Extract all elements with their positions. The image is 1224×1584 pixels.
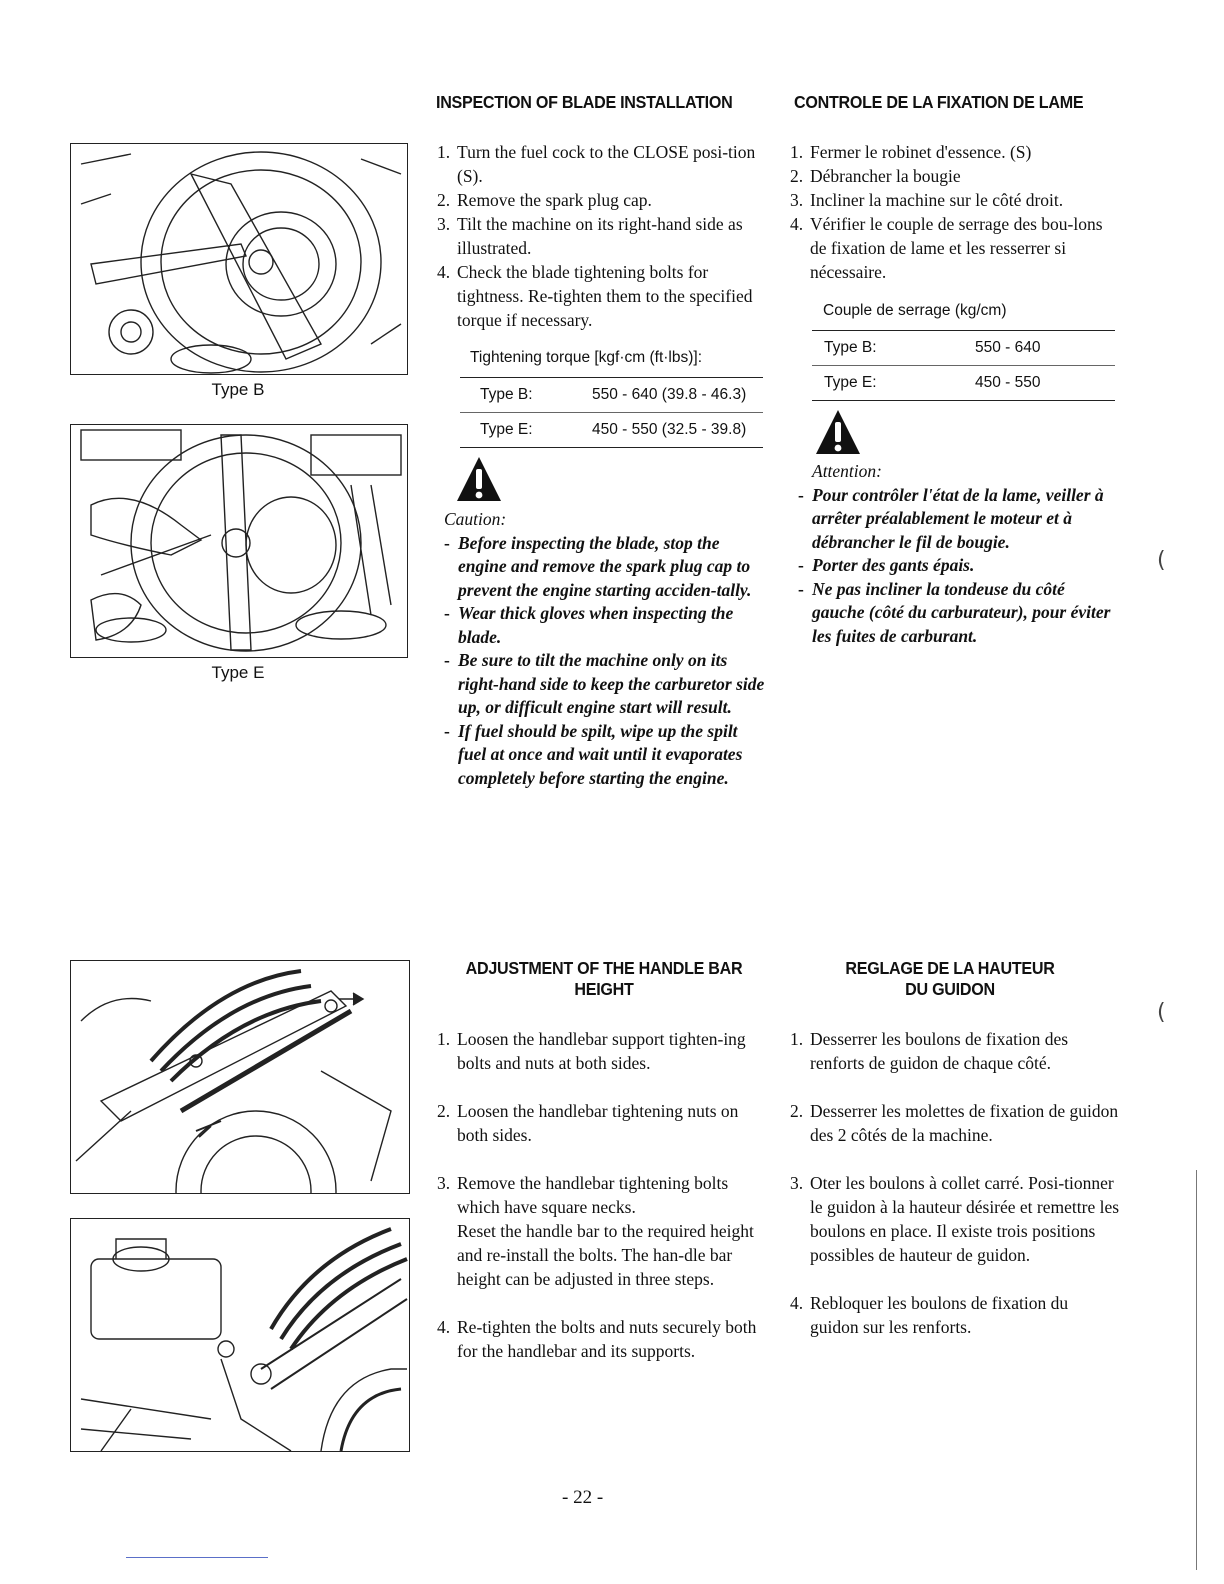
list-item: 4. Rebloquer les boulons de fixation du guidon sur les renforts. bbox=[790, 1293, 1069, 1337]
list-item: 1. Loosen the handlebar support tighten-ing bolts and nuts at both sides. bbox=[437, 1029, 746, 1073]
list-item: 3. Incliner la machine sur le côté droit. bbox=[790, 190, 1064, 210]
table-row: Type E: 450 - 550 (32.5 - 39.8) bbox=[460, 412, 763, 447]
table-row: Type E: 450 - 550 bbox=[812, 365, 1115, 400]
handle-en-steps bbox=[437, 1027, 767, 1387]
figure-caption-type-e: Type E bbox=[211, 663, 265, 682]
list-item: 2. Desserrer les molettes de fixation de guidon des 2 côtés de la machine. bbox=[790, 1101, 1119, 1145]
torque-title-en: Tightening torque [kgf·cm (ft·lbs)]: bbox=[470, 349, 703, 366]
list-item: 2. Débrancher la bougie bbox=[790, 166, 961, 186]
handlebar-bolt-illustration bbox=[71, 961, 409, 1193]
inspection-fr-steps bbox=[790, 140, 1118, 284]
table-row: Type B: 550 - 640 (39.8 - 46.3) bbox=[460, 377, 763, 412]
torque-table-en bbox=[460, 377, 763, 448]
lawnmower-underside-hands-illustration bbox=[71, 425, 407, 657]
list-item: - Ne pas incliner la tondeuse du côté gauche (côté du carburateur), pour éviter les fuites de carburant. bbox=[798, 578, 1111, 646]
scan-mark: ( bbox=[1157, 548, 1166, 573]
caution-en bbox=[444, 508, 768, 790]
list-item: 2. Loosen the handlebar tightening nuts on both sides. bbox=[437, 1101, 739, 1145]
figure-type-b bbox=[70, 143, 408, 375]
list-item: 1. Turn the fuel cock to the CLOSE posi-tion (S). bbox=[437, 142, 756, 186]
list-item: 1. Fermer le robinet d'essence. (S) bbox=[790, 142, 1032, 162]
caution-title: Attention: bbox=[812, 461, 882, 481]
page-number: - 22 - bbox=[562, 1487, 604, 1508]
list-item: 2. Remove the spark plug cap. bbox=[437, 190, 652, 210]
list-item: 4. Vérifier le couple de serrage des bou-lons de fixation de lame et les resserrer si nécessaire. bbox=[790, 214, 1103, 282]
list-item: - Be sure to tilt the machine only on its right-hand side to keep the carburetor side up, or difficult engine start will result. bbox=[444, 650, 765, 717]
scan-mark: ( bbox=[1157, 1000, 1166, 1025]
list-item: 3. Remove the handlebar tightening bolts which have square necks. Reset the handle bar to the required height and re-install the bolts. The han-dle bar height can be adjusted in three steps. bbox=[437, 1173, 754, 1289]
caution-title: Caution: bbox=[444, 509, 507, 529]
list-item: - Pour contrôler l'état de la lame, veiller à arrêter préalablement le moteur et à débrancher le fil de bougie. bbox=[798, 484, 1104, 552]
warning-icon bbox=[814, 408, 862, 456]
figure-handlebar-lower bbox=[70, 1218, 410, 1452]
torque-table-fr bbox=[812, 330, 1115, 401]
list-item: 4. Re-tighten the bolts and nuts securely both for the handlebar and its supports. bbox=[437, 1317, 757, 1361]
scan-line bbox=[126, 1557, 268, 1558]
inspection-fr-title: CONTROLE DE LA FIXATION DE LAME bbox=[794, 92, 1084, 112]
warning-icon bbox=[455, 455, 503, 503]
list-item: - If fuel should be spilt, wipe up the spilt fuel at once and wait until it evaporates completely before starting the engine. bbox=[444, 720, 743, 788]
handlebar-engine-illustration bbox=[71, 1219, 409, 1451]
figure-type-e bbox=[70, 424, 408, 658]
torque-title-fr: Couple de serrage (kg/cm) bbox=[823, 302, 1007, 319]
handle-fr-title: REGLAGE DE LA HAUTEUR DU GUIDON bbox=[845, 958, 1055, 999]
list-item: 3. Oter les boulons à collet carré. Posi-tionner le guidon à la hauteur désirée et remettre les boulons en place. Il existe trois positions possibles de hauteur de guidon. bbox=[790, 1173, 1120, 1265]
list-item: - Before inspecting the blade, stop the engine and remove the spark plug cap to prevent the engine starting acciden-tally. bbox=[444, 532, 752, 600]
figure-handlebar-upper bbox=[70, 960, 410, 1194]
inspection-en-steps bbox=[437, 140, 765, 332]
table-row: Type B: 550 - 640 bbox=[812, 330, 1115, 365]
caution-fr bbox=[798, 460, 1120, 648]
list-item: - Porter des gants épais. bbox=[798, 555, 975, 575]
figure-caption-type-b: Type B bbox=[211, 380, 265, 399]
list-item: 3. Tilt the machine on its right-hand side as illustrated. bbox=[437, 214, 743, 258]
lawnmower-blade-wrench-illustration bbox=[71, 144, 407, 374]
list-item: 4. Check the blade tightening bolts for tightness. Re-tighten them to the specified torque if necessary. bbox=[437, 262, 753, 330]
scan-line bbox=[1196, 1170, 1197, 1570]
inspection-en-title: INSPECTION OF BLADE INSTALLATION bbox=[436, 92, 733, 112]
handle-fr-steps bbox=[790, 1027, 1120, 1363]
list-item: 1. Desserrer les boulons de fixation des renforts de guidon de chaque côté. bbox=[790, 1029, 1069, 1073]
handle-en-title: ADJUSTMENT OF THE HANDLE BAR HEIGHT bbox=[465, 958, 743, 999]
list-item: - Wear thick gloves when inspecting the blade. bbox=[444, 603, 734, 647]
